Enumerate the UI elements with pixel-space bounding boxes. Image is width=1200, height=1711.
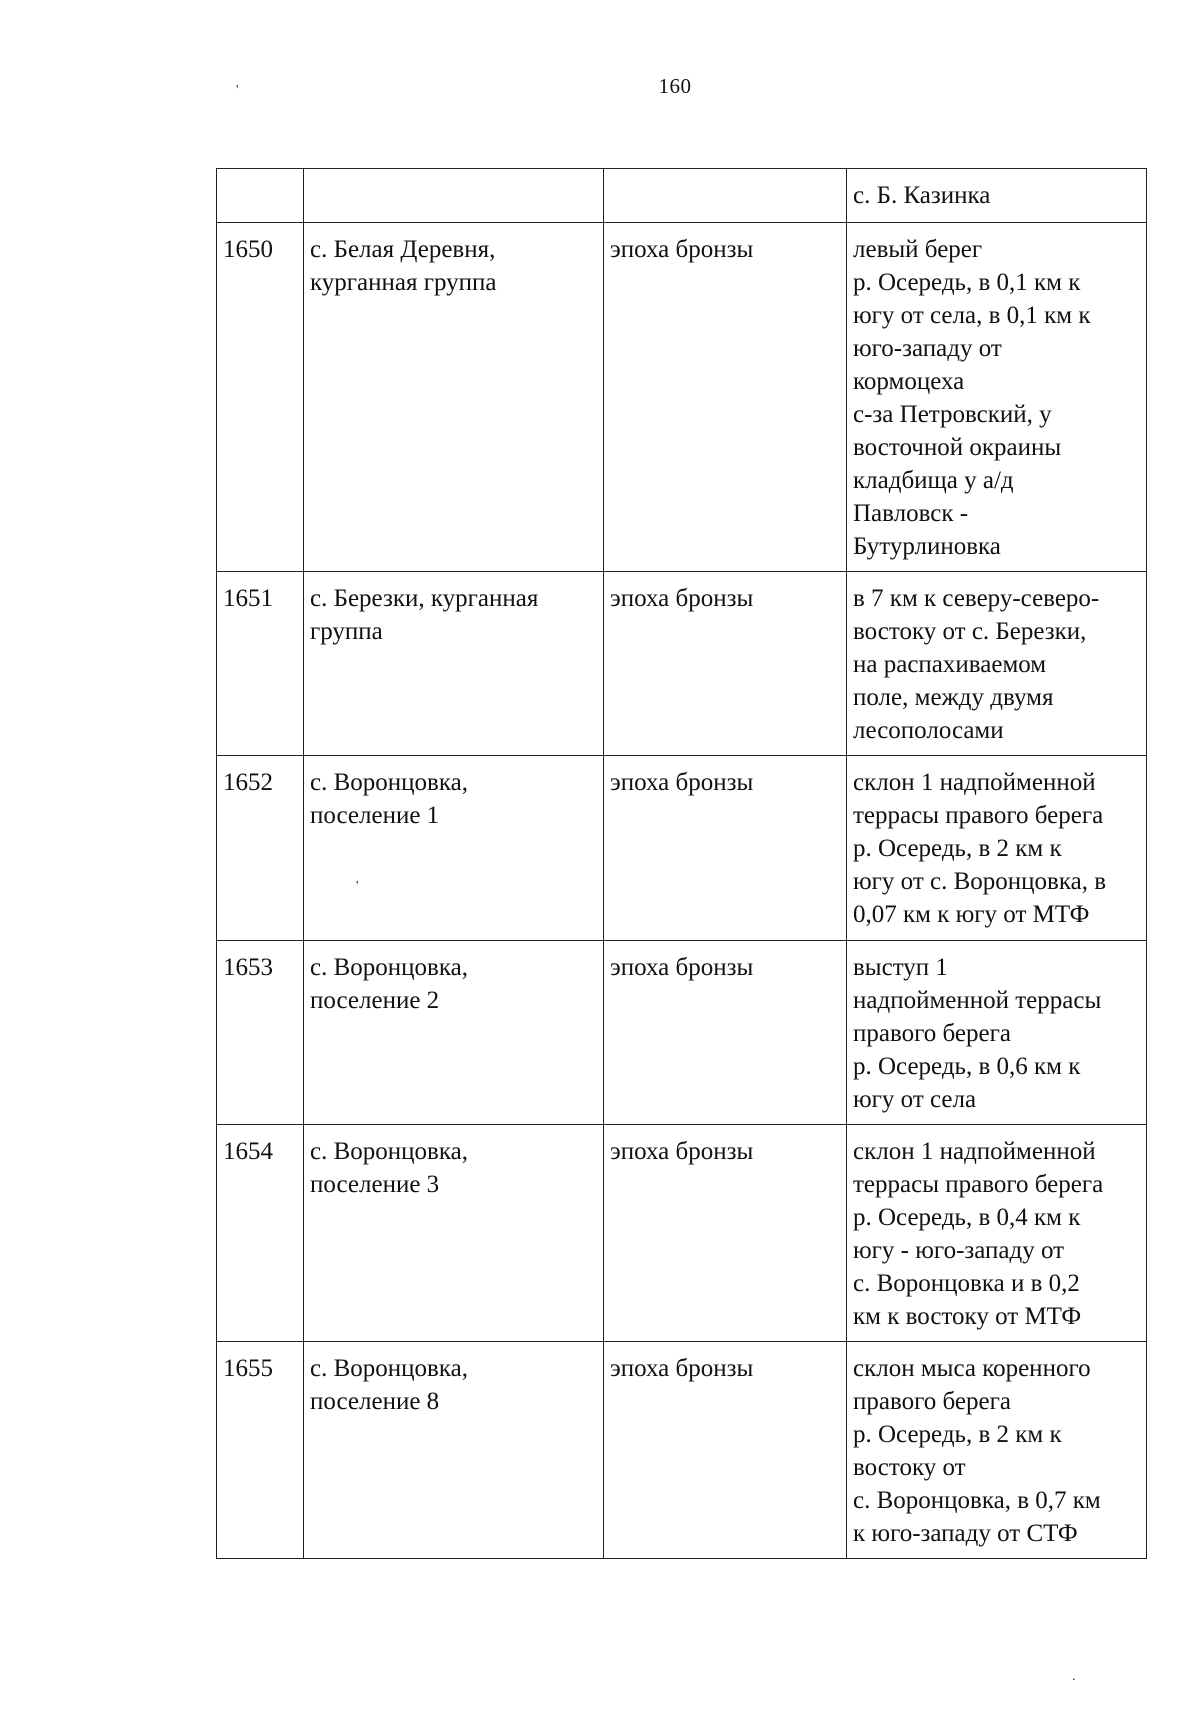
- location-line: восточной окраины: [853, 434, 1062, 461]
- location-line: с. Воронцовка и в 0,2: [853, 1270, 1080, 1297]
- cell-number: [217, 756, 304, 941]
- location-line: югу от с. Воронцовка, в: [853, 868, 1107, 895]
- location-line: склон 1 надпойменной: [853, 1138, 1096, 1165]
- cell-location: [847, 1342, 1147, 1559]
- name-line: поселение 1: [310, 802, 440, 829]
- cell-location: [847, 756, 1147, 941]
- epoch-text: эпоха бронзы: [610, 1355, 754, 1382]
- location-line: востоку от: [853, 1454, 966, 1481]
- location-line: км к востоку от МТФ: [853, 1303, 1082, 1330]
- location-line: Павловск -: [853, 500, 969, 527]
- name-line: с. Воронцовка,: [310, 954, 468, 981]
- cell-epoch: [604, 1125, 847, 1342]
- cell-name: [304, 941, 604, 1125]
- page-number: 160: [658, 74, 692, 98]
- cell-name: [304, 169, 604, 223]
- cell-number: [217, 169, 304, 223]
- location-line: в 7 км к северу-северо-: [853, 585, 1100, 612]
- cell-number: [217, 223, 304, 572]
- cell-name: [304, 1125, 604, 1342]
- cell-epoch: [604, 941, 847, 1125]
- cell-name: [304, 1342, 604, 1559]
- cell-name: [304, 572, 604, 756]
- name-line: курганная группа: [310, 269, 497, 296]
- location-line: Бутурлиновка: [853, 533, 1001, 560]
- epoch-text: эпоха бронзы: [610, 954, 754, 981]
- location-line: склон мыса коренного: [853, 1355, 1091, 1382]
- name-line: с. Воронцовка,: [310, 769, 468, 796]
- location-line: к юго-западу от СТФ: [853, 1520, 1078, 1547]
- cell-epoch: [604, 756, 847, 941]
- location-line: кормоцеха: [853, 368, 965, 395]
- location-line: востоку от с. Березки,: [853, 618, 1087, 645]
- cell-number: [217, 941, 304, 1125]
- location-line: югу от села: [853, 1086, 977, 1113]
- location-line: с. Воронцовка, в 0,7 км: [853, 1487, 1101, 1514]
- cell-location: [847, 572, 1147, 756]
- epoch-text: эпоха бронзы: [610, 236, 754, 263]
- location-line: террасы правого берега: [853, 802, 1104, 829]
- location-line: правого берега: [853, 1020, 1011, 1047]
- location-line: левый берег: [853, 236, 983, 263]
- cell-name: [304, 223, 604, 572]
- name-line: группа: [310, 618, 383, 645]
- name-line: поселение 3: [310, 1171, 440, 1198]
- cell-epoch: [604, 169, 847, 223]
- cell-epoch: [604, 572, 847, 756]
- name-line: поселение 8: [310, 1388, 440, 1415]
- location-line: 0,07 км к югу от МТФ: [853, 901, 1090, 928]
- cell-location: [847, 223, 1147, 572]
- name-line: с. Воронцовка,: [310, 1355, 468, 1382]
- row-number: 1654: [223, 1138, 273, 1165]
- table-row: [217, 756, 1147, 941]
- location-line: югу - юго-западу от: [853, 1237, 1065, 1264]
- cell-location: [847, 941, 1147, 1125]
- location-line: кладбища у а/д: [853, 467, 1014, 494]
- location-line: с-за Петровский, у: [853, 401, 1052, 428]
- name-line: поселение 2: [310, 987, 440, 1014]
- row-number: 1651: [223, 585, 273, 612]
- table-row: [217, 1125, 1147, 1342]
- epoch-text: эпоха бронзы: [610, 769, 754, 796]
- location-line: р. Осередь, в 2 км к: [853, 835, 1062, 862]
- scan-speck: .: [1072, 1669, 1076, 1684]
- cell-number: [217, 1125, 304, 1342]
- cell-name: [304, 756, 604, 941]
- cell-number: [217, 572, 304, 756]
- location-line: р. Осередь, в 0,1 км к: [853, 269, 1081, 296]
- name-line: с. Березки, курганная: [310, 585, 539, 612]
- continuation-row: [217, 169, 1147, 223]
- location-line: правого берега: [853, 1388, 1011, 1415]
- epoch-text: эпоха бронзы: [610, 585, 754, 612]
- cell-location: [847, 169, 1147, 223]
- location-line: р. Осередь, в 0,6 км к: [853, 1053, 1081, 1080]
- table-row: [217, 941, 1147, 1125]
- table-row: [217, 223, 1147, 572]
- location-line: выступ 1: [853, 954, 948, 981]
- location-line: югу от села, в 0,1 км к: [853, 302, 1091, 329]
- row-number: 1655: [223, 1355, 273, 1382]
- location-line: с. Б. Казинка: [853, 182, 991, 209]
- row-number: 1653: [223, 954, 273, 981]
- monuments-table: [216, 168, 1147, 1559]
- scan-speck: ': [236, 83, 239, 98]
- row-number: 1650: [223, 236, 273, 263]
- location-line: надпойменной террасы: [853, 987, 1102, 1014]
- location-line: р. Осередь, в 0,4 км к: [853, 1204, 1081, 1231]
- table-row: [217, 572, 1147, 756]
- location-line: лесополосами: [853, 717, 1004, 744]
- epoch-text: эпоха бронзы: [610, 1138, 754, 1165]
- row-number: 1652: [223, 769, 273, 796]
- location-line: склон 1 надпойменной: [853, 769, 1096, 796]
- name-line: с. Воронцовка,: [310, 1138, 468, 1165]
- location-line: юго-западу от: [853, 335, 1002, 362]
- location-line: р. Осередь, в 2 км к: [853, 1421, 1062, 1448]
- location-line: поле, между двумя: [853, 684, 1054, 711]
- cell-epoch: [604, 223, 847, 572]
- table-body: [217, 169, 1147, 1559]
- cell-number: [217, 1342, 304, 1559]
- name-line: с. Белая Деревня,: [310, 236, 496, 263]
- cell-location: [847, 1125, 1147, 1342]
- location-line: на распахиваемом: [853, 651, 1047, 678]
- scan-speck: ': [356, 879, 359, 894]
- cell-epoch: [604, 1342, 847, 1559]
- table-row: [217, 1342, 1147, 1559]
- location-line: террасы правого берега: [853, 1171, 1104, 1198]
